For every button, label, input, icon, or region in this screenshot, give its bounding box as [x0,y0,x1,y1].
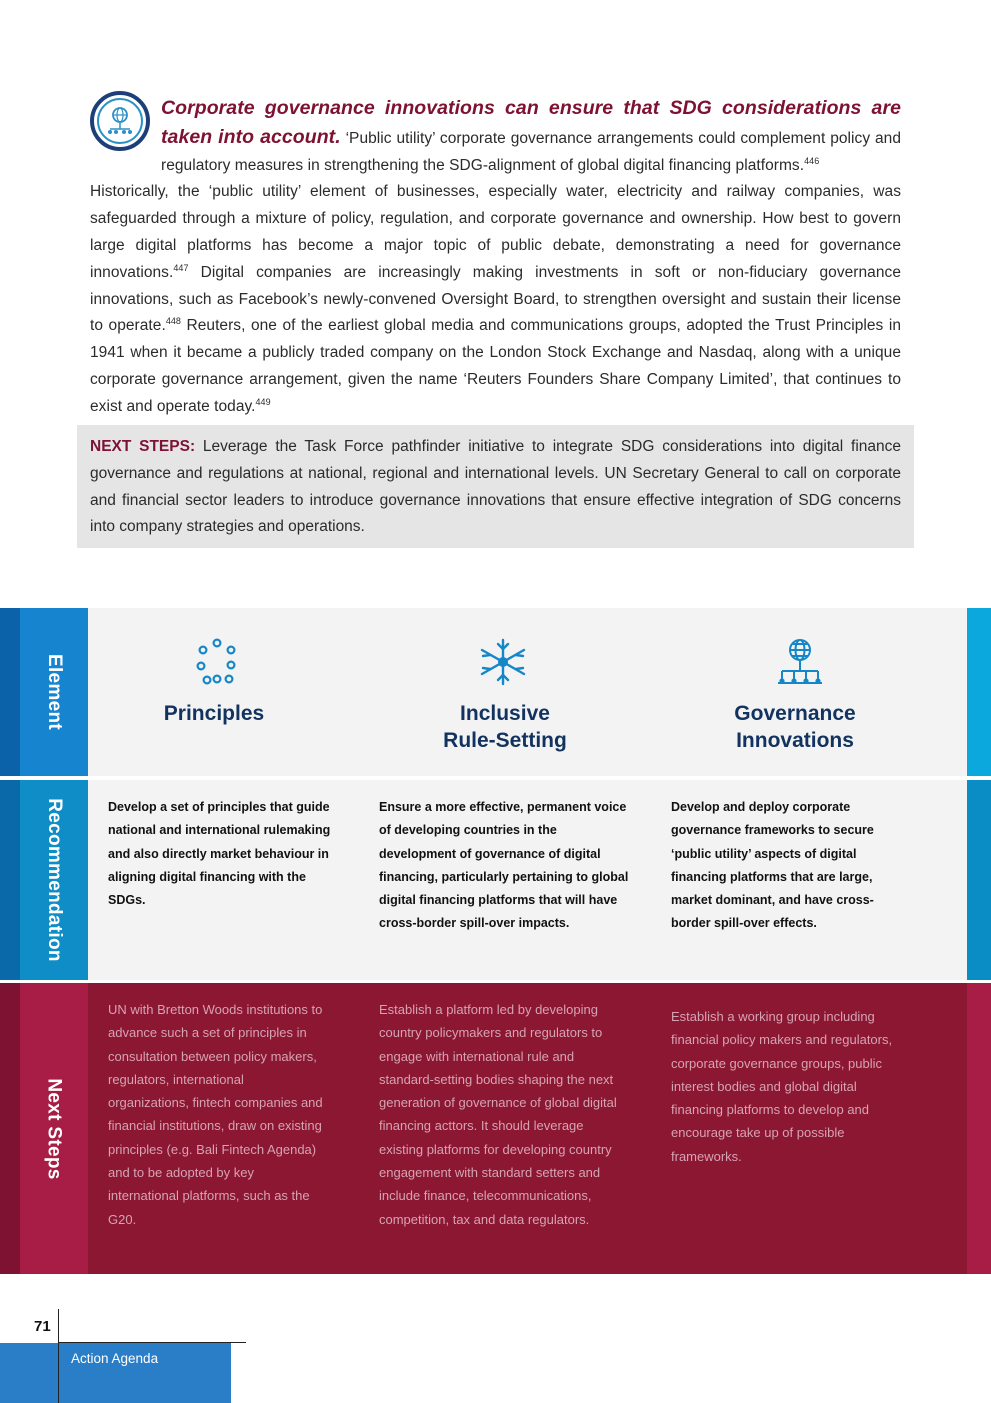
footnote-448: 448 [165,316,181,327]
recommendation-row-tab [0,780,88,980]
intro-paragraph [90,95,901,421]
section-label: Action Agenda [71,1351,159,1366]
next-steps-principles: UN with Bretton Woods institutions to advance such a set of principles in consultation between policy makers, regulators, international organizations, fintech companies and financial institutions, draw on existing principles (e.g. Bali Fintech Agenda) and to be adopted by key international platforms, such as the G20. [108,1002,323,1227]
next-steps-box [77,425,914,548]
next-steps-label: NEXT STEPS: [90,438,196,455]
intro-body-3: Digital companies are increasingly making investments in soft or non-fiduciary governance innovations, such as Facebook’s newly-convened Oversight Board, to strengthen oversight and sustain their license to operate. [90,263,901,335]
next-steps-row-label: Next Steps [44,1077,66,1180]
column-heading-principles [104,700,324,727]
next-steps-inclusive-rule-setting: Establish a platform led by developing country policymakers and regulators to engage with international rule and standard-setting bodies shaping the next generation of governance of global digital financing acttors. It should leverage existing platforms for developing country engagement with standard setters and include finance, telecommunications, competition, tax and data regulators. [379,1002,617,1227]
recommendation-governance-innovations: Develop and deploy corporate governance frameworks to secure ‘public utility’ aspects of digital financing platforms that are large, market dominant, and have cross-border spill-over effects. [671,800,874,931]
intro-body-4: Reuters, one of the earliest global media and communications groups, adopted the Trust Principles in 1941 when it became a publicly traded company on the London Stock Exchange and Nasdaq, along with a unique corporate governance arrangement, given the name ‘Reuters Founders Share Company Limited’, that continues to exist and operate today. [90,317,901,415]
globe-network-icon [776,637,824,692]
next-steps-text: Leverage the Task Force pathfinder initiative to integrate SDG considerations into digital finance governance and regulations at national, regional and international levels. UN Secretary General to call on corporate and financial sector leaders to introduce governance innovations that ensure effective integration of SDG concerns into company strategies and operations. [90,438,901,536]
element-row-label: Element [44,653,66,731]
recommendation-row-label: Recommendation [44,798,65,962]
footer-divider-horizontal [58,1342,246,1343]
column-heading-inclusive-rule-setting [395,700,615,754]
heading-line-1: Principles [163,702,265,725]
heading-line-2: Innovations [736,729,854,752]
intro-lead [90,95,901,179]
heading-line-2: Rule-Setting [443,729,567,752]
heading-line-1: Governance [734,702,856,725]
next-steps-row-edge [967,983,991,1274]
recommendation-inclusive-rule-setting: Ensure a more effective, permanent voice of developing countries in the development of governance of digital financing, particularly pertaining to global digital financing platforms that will have cross-border spill-over impacts. [379,800,629,931]
dots-circle-icon [194,638,240,691]
snowflake-network-icon [478,638,528,691]
intro-body-2: Historically, the ‘public utility’ element of businesses, especially water, electricity and railway companies, was safeguarded through a mixture of policy, regulation, and corporate governance and ownership. How best to govern large digital platforms has become a major topic of public debate, demonstrating a need for governance innovations. [90,183,901,281]
intro-body-1: ‘Public utility’ corporate governance arrangements could complement policy and regulatory measures in strengthening the SDG-alignment of global digital financing platforms. [161,129,902,174]
footnote-446: 446 [804,155,820,166]
recommendation-row-edge [967,780,991,980]
next-steps-governance-innovations: Establish a working group including financial policy makers and regulators, corporate governance groups, public interest bodies and global digital financing platforms to develop and encourage take up of possible frameworks. [671,1009,893,1164]
column-heading-governance-innovations [685,700,905,754]
element-row-tab [0,608,88,776]
next-steps-row-tab [0,983,88,1274]
footnote-449: 449 [255,396,271,407]
page-number: 71 [34,1318,51,1335]
heading-line-1: Inclusive [460,702,550,725]
element-row-edge [967,608,991,776]
recommendation-principles: Develop a set of principles that guide national and international rulemaking and also directly market behaviour in aligning digital financing with the SDGs. [108,800,331,908]
footer-divider-vertical [58,1309,59,1403]
footnote-447: 447 [173,262,189,273]
intro-headline: Corporate governance innovations can ensure that SDG considerations are taken into account. [161,97,901,148]
